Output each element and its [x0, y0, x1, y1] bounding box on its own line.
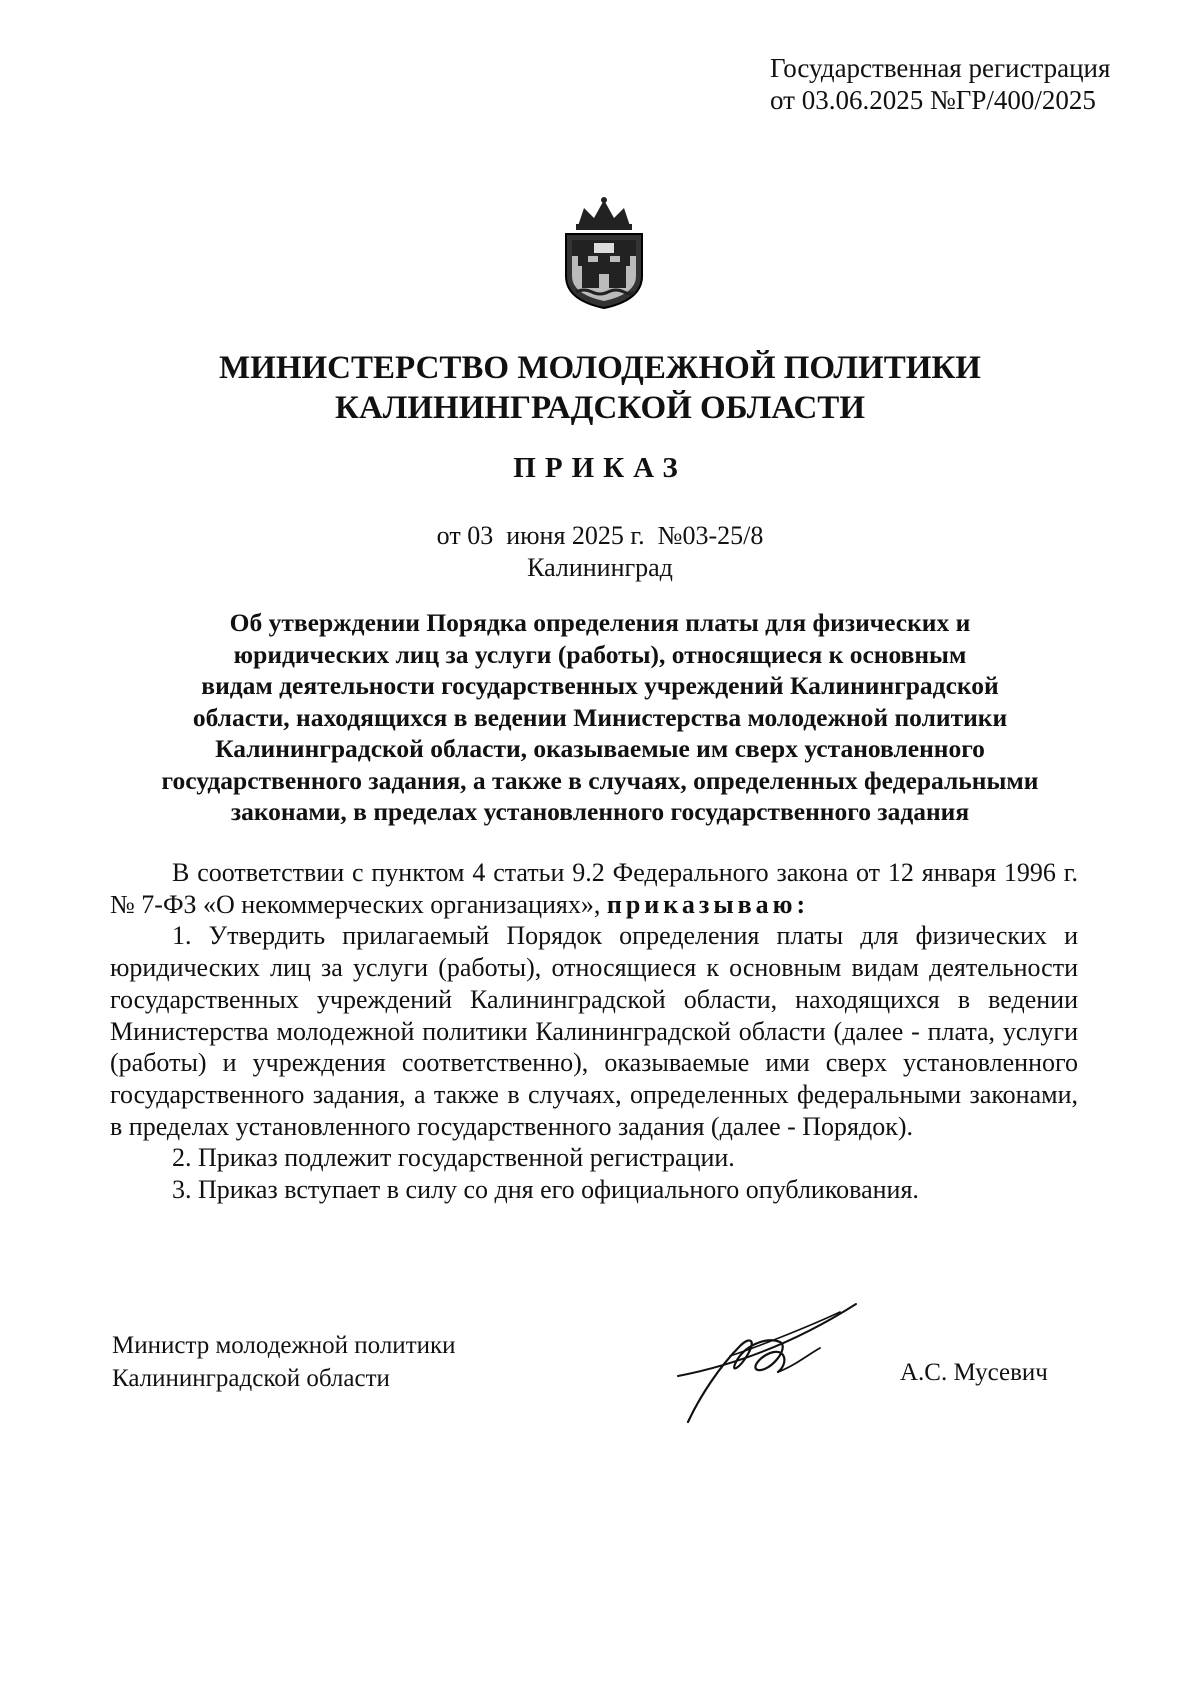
- order-command: приказываю:: [606, 889, 810, 919]
- order-item-2: 2. Приказ подлежит государственной регистрации.: [172, 1143, 735, 1173]
- registration-line-1: Государственная регистрация: [770, 53, 1111, 83]
- handwritten-signature-icon: [670, 1296, 870, 1426]
- signatory-name: А.С. Мусевич: [900, 1359, 1048, 1386]
- subject-line: Калининградской области, оказываемые им сверх установленного: [215, 734, 985, 763]
- position-line-2: Калининградской области: [112, 1365, 390, 1392]
- order-date-number: от 03 июня 2025 г. №03-25/8: [436, 521, 764, 550]
- subject-line: видам деятельности государственных учреждений Калининградской: [201, 671, 999, 700]
- signatory-position: [112, 1329, 456, 1395]
- subject-line: Об утверждении Порядка определения платы для физических и: [229, 608, 971, 637]
- document-title: ПРИКАЗ: [513, 452, 687, 484]
- subject-line: области, находящихся в ведении Министерства молодежной политики: [192, 702, 1008, 732]
- ministry-line-1: МИНИСТЕРСТВО МОЛОДЕЖНОЙ ПОЛИТИКИ: [219, 350, 981, 386]
- order-body: [110, 857, 1078, 1206]
- order-details: [0, 520, 1200, 584]
- order-item-3: 3. Приказ вступает в силу со дня его официального опубликования.: [172, 1175, 919, 1205]
- subject-line: государственного задания, а также в случаях, определенных федеральными: [161, 765, 1039, 795]
- subject-line: юридических лиц за услуги (работы), относящиеся к основным: [233, 639, 967, 669]
- order-subject: [130, 607, 1070, 828]
- registration-line-2: от 03.06.2025 №ГР/400/2025: [770, 85, 1096, 115]
- ministry-line-2: КАЛИНИНГРАДСКОЙ ОБЛАСТИ: [335, 390, 865, 426]
- coat-of-arms-icon: [558, 196, 650, 310]
- registration-stamp: [770, 52, 1170, 116]
- intro-text: В соответствии с пунктом 4 статьи 9.2 Федерального закона от 12 января 1996 г. № 7-ФЗ «О некоммерческих организациях»,: [110, 858, 1078, 919]
- order-item-1: 1. Утвердить прилагаемый Порядок определения платы для физических и юридических лиц за услуги (работы), относящиеся к основным видам деятельности государственных учреждений Калининградской области, находящихся в ведении Министерства молодежной политики Калининградской области (далее - плата, услуги (работы) и учреждения соответственно), оказываемые ими сверх установленного государственного задания, а также в случаях, определенных федеральными законами, в пределах установленного государственного задания (далее - Порядок).: [110, 921, 1078, 1141]
- ministry-name: [0, 348, 1200, 428]
- intro-paragraph: [110, 857, 1078, 920]
- position-line-1: Министр молодежной политики: [112, 1332, 456, 1359]
- order-city: Калининград: [527, 553, 673, 582]
- subject-line: законами, в пределах установленного государственного задания: [230, 797, 970, 826]
